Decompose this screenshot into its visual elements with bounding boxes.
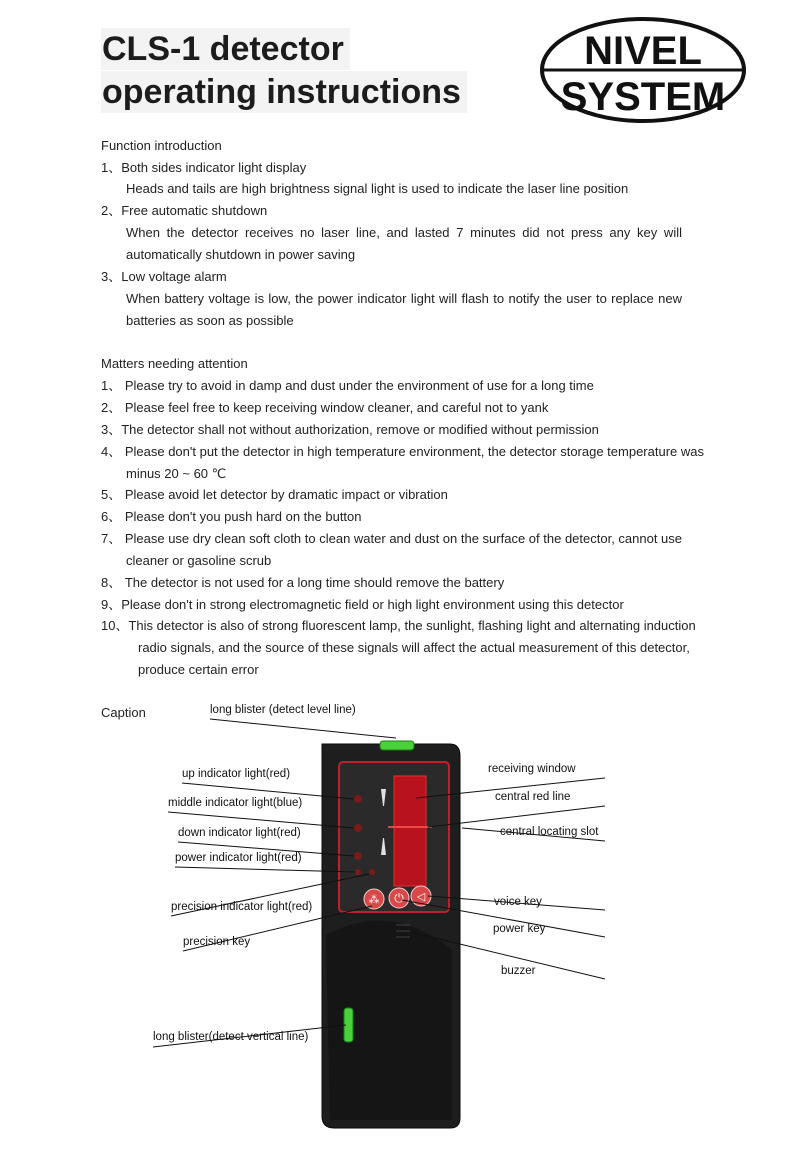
power-indicator-light — [355, 869, 361, 875]
up-indicator-light — [354, 795, 362, 803]
callout-long-blister-vertical: long blister(detect vertical line) — [153, 1031, 309, 1043]
function-item-title: 1、Both sides indicator light display — [101, 160, 307, 175]
logo-text-bottom: SYSTEM — [560, 75, 726, 119]
attention-item-cont: produce certain error — [138, 662, 259, 677]
callout-precision-key: precision key — [183, 936, 251, 948]
down-indicator-light — [354, 852, 362, 860]
attention-item: 7、 Please use dry clean soft cloth to clean water and dust on the surface of the detector, cannot use — [101, 531, 683, 546]
callout-voice-key: voice key — [494, 896, 542, 908]
attention-item: 4、 Please don't put the detector in high temperature environment, the detector storage temperature was — [101, 444, 704, 459]
callout-central-locating-slot: central locating slot — [500, 826, 599, 838]
callout-central-red-line: central red line — [495, 791, 571, 803]
function-item-body: batteries as soon as possible — [126, 313, 294, 328]
callout-power-key: power key — [493, 923, 546, 935]
callout-precision-indicator: precision indicator light(red) — [171, 901, 313, 913]
callout-middle-indicator: middle indicator light(blue) — [168, 797, 303, 809]
attention-heading: Matters needing attention — [101, 356, 248, 371]
function-item-body: Heads and tails are high brightness signal light is used to indicate the laser line position — [126, 181, 629, 196]
caption-label: Caption — [101, 705, 146, 720]
attention-item: 6、 Please don't you push hard on the button — [101, 509, 362, 524]
callout-down-indicator: down indicator light(red) — [178, 827, 301, 839]
precision-key-icon: ⁂ — [368, 894, 380, 906]
attention-item-cont: cleaner or gasoline scrub — [126, 553, 272, 568]
attention-item: 5、 Please avoid let detector by dramatic impact or vibration — [101, 487, 448, 502]
function-item-title: 3、Low voltage alarm — [101, 269, 227, 284]
precision-indicator-light — [369, 869, 375, 875]
receiving-window — [394, 776, 426, 886]
attention-item: 9、Please don't in strong electromagnetic field or high light environment using this detector — [101, 597, 624, 612]
page-title-line-1: CLS-1 detector — [101, 28, 350, 70]
power-key-icon: ⏻ — [394, 891, 404, 905]
attention-item: 2、 Please feel free to keep receiving window cleaner, and careful not to yank — [101, 400, 549, 415]
page-title-line-2: operating instructions — [101, 71, 467, 113]
attention-item: 1、 Please try to avoid in damp and dust under the environment of use for a long time — [101, 378, 594, 393]
top-level-blister — [380, 741, 414, 750]
attention-item: 8、 The detector is not used for a long time should remove the battery — [101, 575, 505, 590]
callout-long-blister-level: long blister (detect level line) — [210, 704, 356, 716]
function-item-body: When battery voltage is low, the power indicator light will flash to notify the user to replace new — [126, 291, 682, 306]
function-intro-heading: Function introduction — [101, 138, 222, 153]
attention-item-cont: minus 20 ~ 60 ℃ — [126, 466, 227, 481]
callout-receiving-window: receiving window — [488, 763, 576, 775]
callout-power-indicator: power indicator light(red) — [175, 852, 302, 864]
callout-buzzer: buzzer — [501, 965, 536, 977]
function-item-body: automatically shutdown in power saving — [126, 247, 356, 262]
function-item-title: 2、Free automatic shutdown — [101, 203, 268, 218]
attention-item-cont: radio signals, and the source of these signals will affect the actual measurement of this detector, — [138, 640, 690, 655]
middle-indicator-light — [354, 824, 362, 832]
attention-item: 10、This detector is also of strong fluorescent lamp, the sunlight, flashing light and alternating induction — [101, 618, 696, 633]
logo-text-top: NIVEL — [584, 29, 702, 73]
callout-up-indicator: up indicator light(red) — [182, 768, 291, 780]
voice-key-icon: ◁ — [416, 891, 426, 903]
attention-item: 3、The detector shall not without authorization, remove or modified without permission — [101, 422, 599, 437]
function-item-body: When the detector receives no laser line, and lasted 7 minutes did not press any key will — [126, 225, 682, 240]
